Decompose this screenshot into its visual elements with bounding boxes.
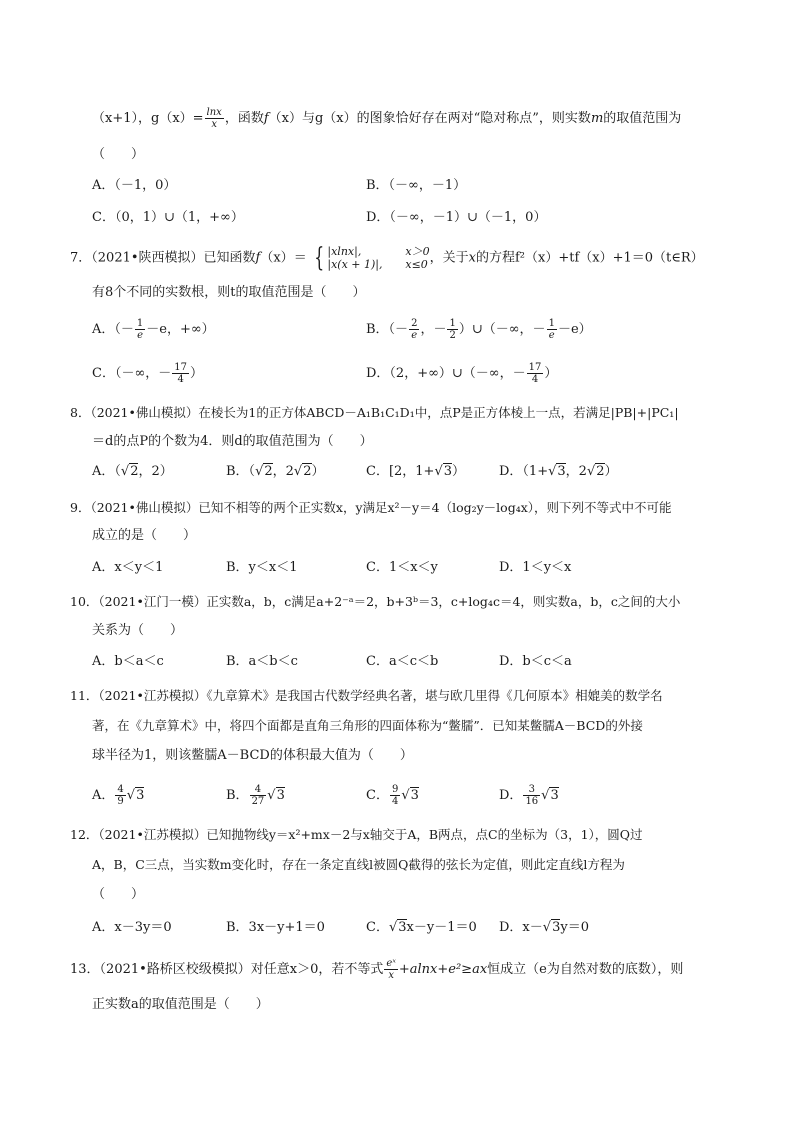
q6-option-c[interactable]: C．（0，1）∪（1，+∞）: [92, 210, 244, 225]
q11-line2: 著，在《九章算术》中，将四个面都是直角三角形的四面体称为“鳖臑”．已知某鳖臑A－BCD的外接: [92, 718, 643, 733]
q7-line1: [70, 245, 704, 271]
q7-option-b[interactable]: B．（－ $\frac{2}{e}$ ，－ $\frac{1}{2}$ ）∪（－∞，－ $\frac{1}{e}$ －e）: [366, 318, 592, 341]
q6-fraction: $\frac{\ln x}{x}$: [206, 107, 222, 130]
q12-option-d[interactable]: D．x－√3y＝0: [499, 920, 589, 935]
q7-case2-expr: |x(x + 1)|,: [327, 258, 383, 271]
q6-text-b: ，函数: [224, 111, 264, 126]
q10-option-a[interactable]: A．b＜a＜c: [92, 654, 164, 669]
q6-m: m: [590, 111, 604, 126]
q8-line1: 8．（2021•佛山模拟）在棱长为1的正方体ABCD－A₁B₁C₁D₁中，点P是正方体棱上一点，若满足|PB|+|PC₁|: [70, 405, 679, 420]
q7-fx: （x）: [260, 250, 294, 266]
q7-eq: ＝: [293, 250, 307, 266]
q6-text-d: 的取值范围为: [603, 111, 682, 126]
q12-line2: A，B，C三点，当实数m变化时，存在一条定直线l被圆Q截得的弦长为定值，则此定直线l方程为: [92, 857, 625, 872]
q13-lead: 13．（2021•路桥区校级模拟）对任意x＞0，若不等式: [70, 962, 384, 977]
q9-option-d[interactable]: D．1＜y＜x: [499, 560, 572, 575]
q8-line2: ＝d的点P的个数为4．则d的取值范围为（ ）: [92, 434, 373, 449]
q10-line2: 关系为（ ）: [92, 623, 184, 638]
q7-case1-expr: |xlnx|,: [327, 245, 362, 258]
q8-option-b[interactable]: B．（√2，2√2）: [226, 464, 325, 479]
q8-option-c[interactable]: C．[2，1+√3）: [366, 464, 466, 479]
q7-case1-cond: x＞0: [405, 245, 430, 258]
q7-x: x: [468, 250, 476, 266]
q7-option-a[interactable]: A．（－ $\frac{1}{e}$ －e，+∞）: [92, 318, 215, 341]
q9-line1: 9．（2021•佛山模拟）已知不相等的两个正实数x，y满足x²－y＝4（log₂y－log₄x），则下列不等式中不可能: [70, 500, 672, 515]
q13-line2: 正实数a的取值范围是（ ）: [92, 997, 269, 1012]
q7-lead: 7．（2021•陕西模拟）已知函数: [70, 250, 256, 266]
q9-option-b[interactable]: B．y＜x＜1: [226, 560, 298, 575]
q10-option-c[interactable]: C．a＜c＜b: [366, 654, 439, 669]
q13-tail: 恒成立（e为自然对数的底数），则: [487, 962, 684, 977]
q11-option-a[interactable]: A． $\frac{4}{9}$ √3: [92, 784, 145, 807]
q12-option-c[interactable]: C．√3x－y－1＝0: [366, 920, 477, 935]
q12-line1: 12．（2021•江苏模拟）已知抛物线y＝x²+mx－2与x轴交于A，B两点，点C的坐标为（3，1），圆Q过: [70, 827, 643, 842]
q12-option-a[interactable]: A．x－3y＝0: [92, 920, 172, 935]
q6-option-a[interactable]: A．（－1，0）: [92, 178, 177, 193]
q6-line2: （ ）: [92, 147, 145, 162]
q12-line3: （ ）: [92, 887, 145, 902]
q10-option-b[interactable]: B．a＜b＜c: [226, 654, 298, 669]
q13-line1: [70, 958, 683, 981]
q11-line1: 11．（2021•江苏模拟）《九章算术》是我国古代数学经典名著，堪与欧几里得《几何原本》相媲美的数学名: [70, 688, 663, 703]
q11-line3: 球半径为1，则该鳖臑A－BCD的体积最大值为（ ）: [92, 748, 413, 763]
q7-case2-cond: x≤0: [405, 258, 428, 271]
q9-option-c[interactable]: C．1＜x＜y: [366, 560, 438, 575]
q11-option-c[interactable]: C． $\frac{9}{4}$ √3: [366, 784, 419, 807]
q7-option-c[interactable]: C．（－∞，－ $\frac{17}{4}$ ）: [92, 362, 204, 385]
q7-option-d[interactable]: D．（2，+∞）∪（－∞，－ $\frac{17}{4}$ ）: [366, 362, 558, 385]
q10-line1: 10．（2021•江门一模）正实数a，b，c满足a+2⁻ᵃ＝2，b+3ᵇ＝3，c+log₄c＝4，则实数a，b，c之间的大小: [70, 594, 681, 609]
q8-option-d[interactable]: D．（1+√3，2√2）: [499, 464, 618, 479]
q11-option-b[interactable]: B． $\frac{4}{27}$ √3: [226, 784, 285, 807]
q7-brace: {: [314, 243, 325, 273]
q6-text-a: （x+1），g（x）=: [92, 111, 204, 126]
q13-inequality: +alnx+e²≥ax: [398, 962, 488, 977]
q6-line1: [92, 107, 681, 130]
q11-option-d[interactable]: D． $\frac{3}{16}$ √3: [499, 784, 559, 807]
q6-f: f: [263, 111, 269, 126]
q12-option-b[interactable]: B．3x－y+1＝0: [226, 920, 325, 935]
q7-after2: 的方程: [475, 250, 515, 266]
q13-fraction: $\frac{\text{eˣ}}{x}$: [386, 958, 396, 981]
q6-option-d[interactable]: D．（－∞，－1）∪（－1，0）: [366, 210, 547, 225]
q9-line2: 成立的是（ ）: [92, 528, 197, 543]
q6-option-b[interactable]: B．（－∞，－1）: [366, 178, 467, 193]
q7-f: f: [255, 250, 261, 266]
q7-after: ，关于: [429, 250, 469, 266]
q7-piecewise: [311, 245, 430, 271]
q10-option-d[interactable]: D．b＜c＜a: [499, 654, 572, 669]
q7-equation: f²（x）+tf（x）+1＝0（t∈R）: [514, 250, 704, 266]
q6-text-c: （x）与g（x）的图象恰好存在两对“隐对称点”，则实数: [268, 111, 591, 126]
q8-option-a[interactable]: A．（√2，2）: [92, 464, 173, 479]
q7-line2: 有8个不同的实数根，则t的取值范围是（ ）: [92, 285, 366, 300]
q9-option-a[interactable]: A．x＜y＜1: [92, 560, 164, 575]
